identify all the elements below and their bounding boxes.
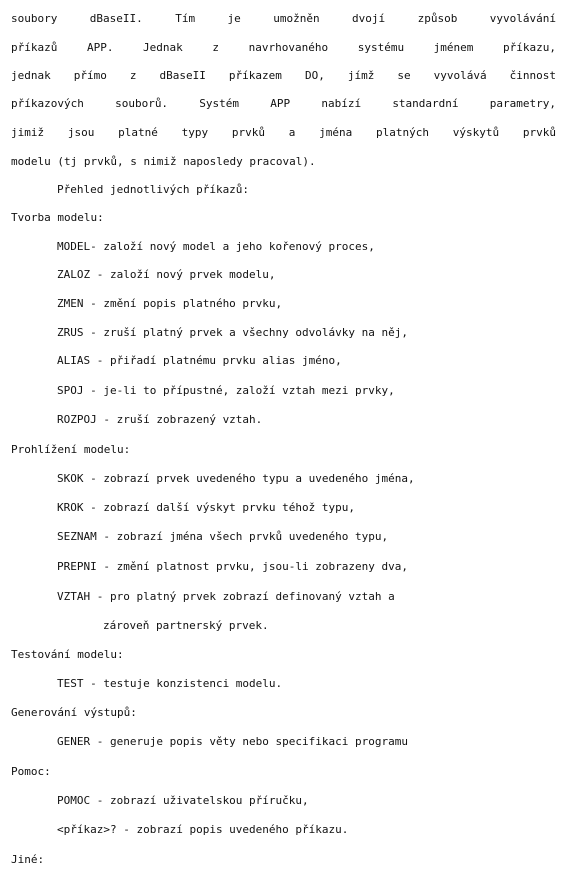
command-item: MODEL- založí nový model a jeho kořenový proces, <box>57 240 375 253</box>
command-item: SPOJ - je-li to přípustné, založí vztah mezi prvky, <box>57 384 395 397</box>
command-item-continuation: zároveň partnerský prvek. <box>103 619 269 632</box>
section-intro: Přehled jednotlivých příkazů: <box>57 183 250 196</box>
section-heading: Tvorba modelu: <box>11 211 104 224</box>
section-heading: Jiné: <box>11 853 45 866</box>
command-item: ZRUS - zruší platný prvek a všechny odvolávky na něj, <box>57 326 408 339</box>
paragraph-line: příkazových souborů. Systém APP nabízí standardní parametry, <box>11 97 556 110</box>
section-heading: Generování výstupů: <box>11 706 137 719</box>
command-item: POMOC - zobrazí uživatelskou příručku, <box>57 794 309 807</box>
command-item: TEST - testuje konzistenci modelu. <box>57 677 283 690</box>
command-item: <příkaz>? - zobrazí popis uvedeného příkazu. <box>57 823 349 836</box>
paragraph-line: soubory dBaseII. Tím je umožněn dvojí způsob vyvolávání <box>11 12 556 25</box>
paragraph-line: jimiž jsou platné typy prvků a jména platných výskytů prvků <box>11 126 556 139</box>
paragraph-line: jednak přímo z dBaseII příkazem DO, jímž se vyvolává činnost <box>11 69 556 82</box>
command-item: GENER - generuje popis věty nebo specifikaci programu <box>57 735 408 748</box>
command-item: ZALOZ - založí nový prvek modelu, <box>57 268 276 281</box>
command-item: ZMEN - změní popis platného prvku, <box>57 297 283 310</box>
command-item: ROZPOJ - zruší zobrazený vztah. <box>57 413 263 426</box>
command-item: PREPNI - změní platnost prvku, jsou-li zobrazeny dva, <box>57 560 408 573</box>
command-item: KROK - zobrazí další výskyt prvku téhož typu, <box>57 501 356 514</box>
command-item: ALIAS - přiřadí platnému prvku alias jméno, <box>57 354 342 367</box>
command-item: SKOK - zobrazí prvek uvedeného typu a uvedeného jména, <box>57 472 415 485</box>
command-item: SEZNAM - zobrazí jména všech prvků uvedeného typu, <box>57 530 389 543</box>
command-item: VZTAH - pro platný prvek zobrazí definovaný vztah a <box>57 590 395 603</box>
paragraph-line: příkazů APP. Jednak z navrhovaného systému jménem příkazu, <box>11 41 556 54</box>
paragraph-line: modelu (tj prvků, s nimiž naposledy pracoval). <box>11 155 316 168</box>
section-heading: Pomoc: <box>11 765 51 778</box>
section-heading: Prohlížení modelu: <box>11 443 131 456</box>
section-heading: Testování modelu: <box>11 648 124 661</box>
